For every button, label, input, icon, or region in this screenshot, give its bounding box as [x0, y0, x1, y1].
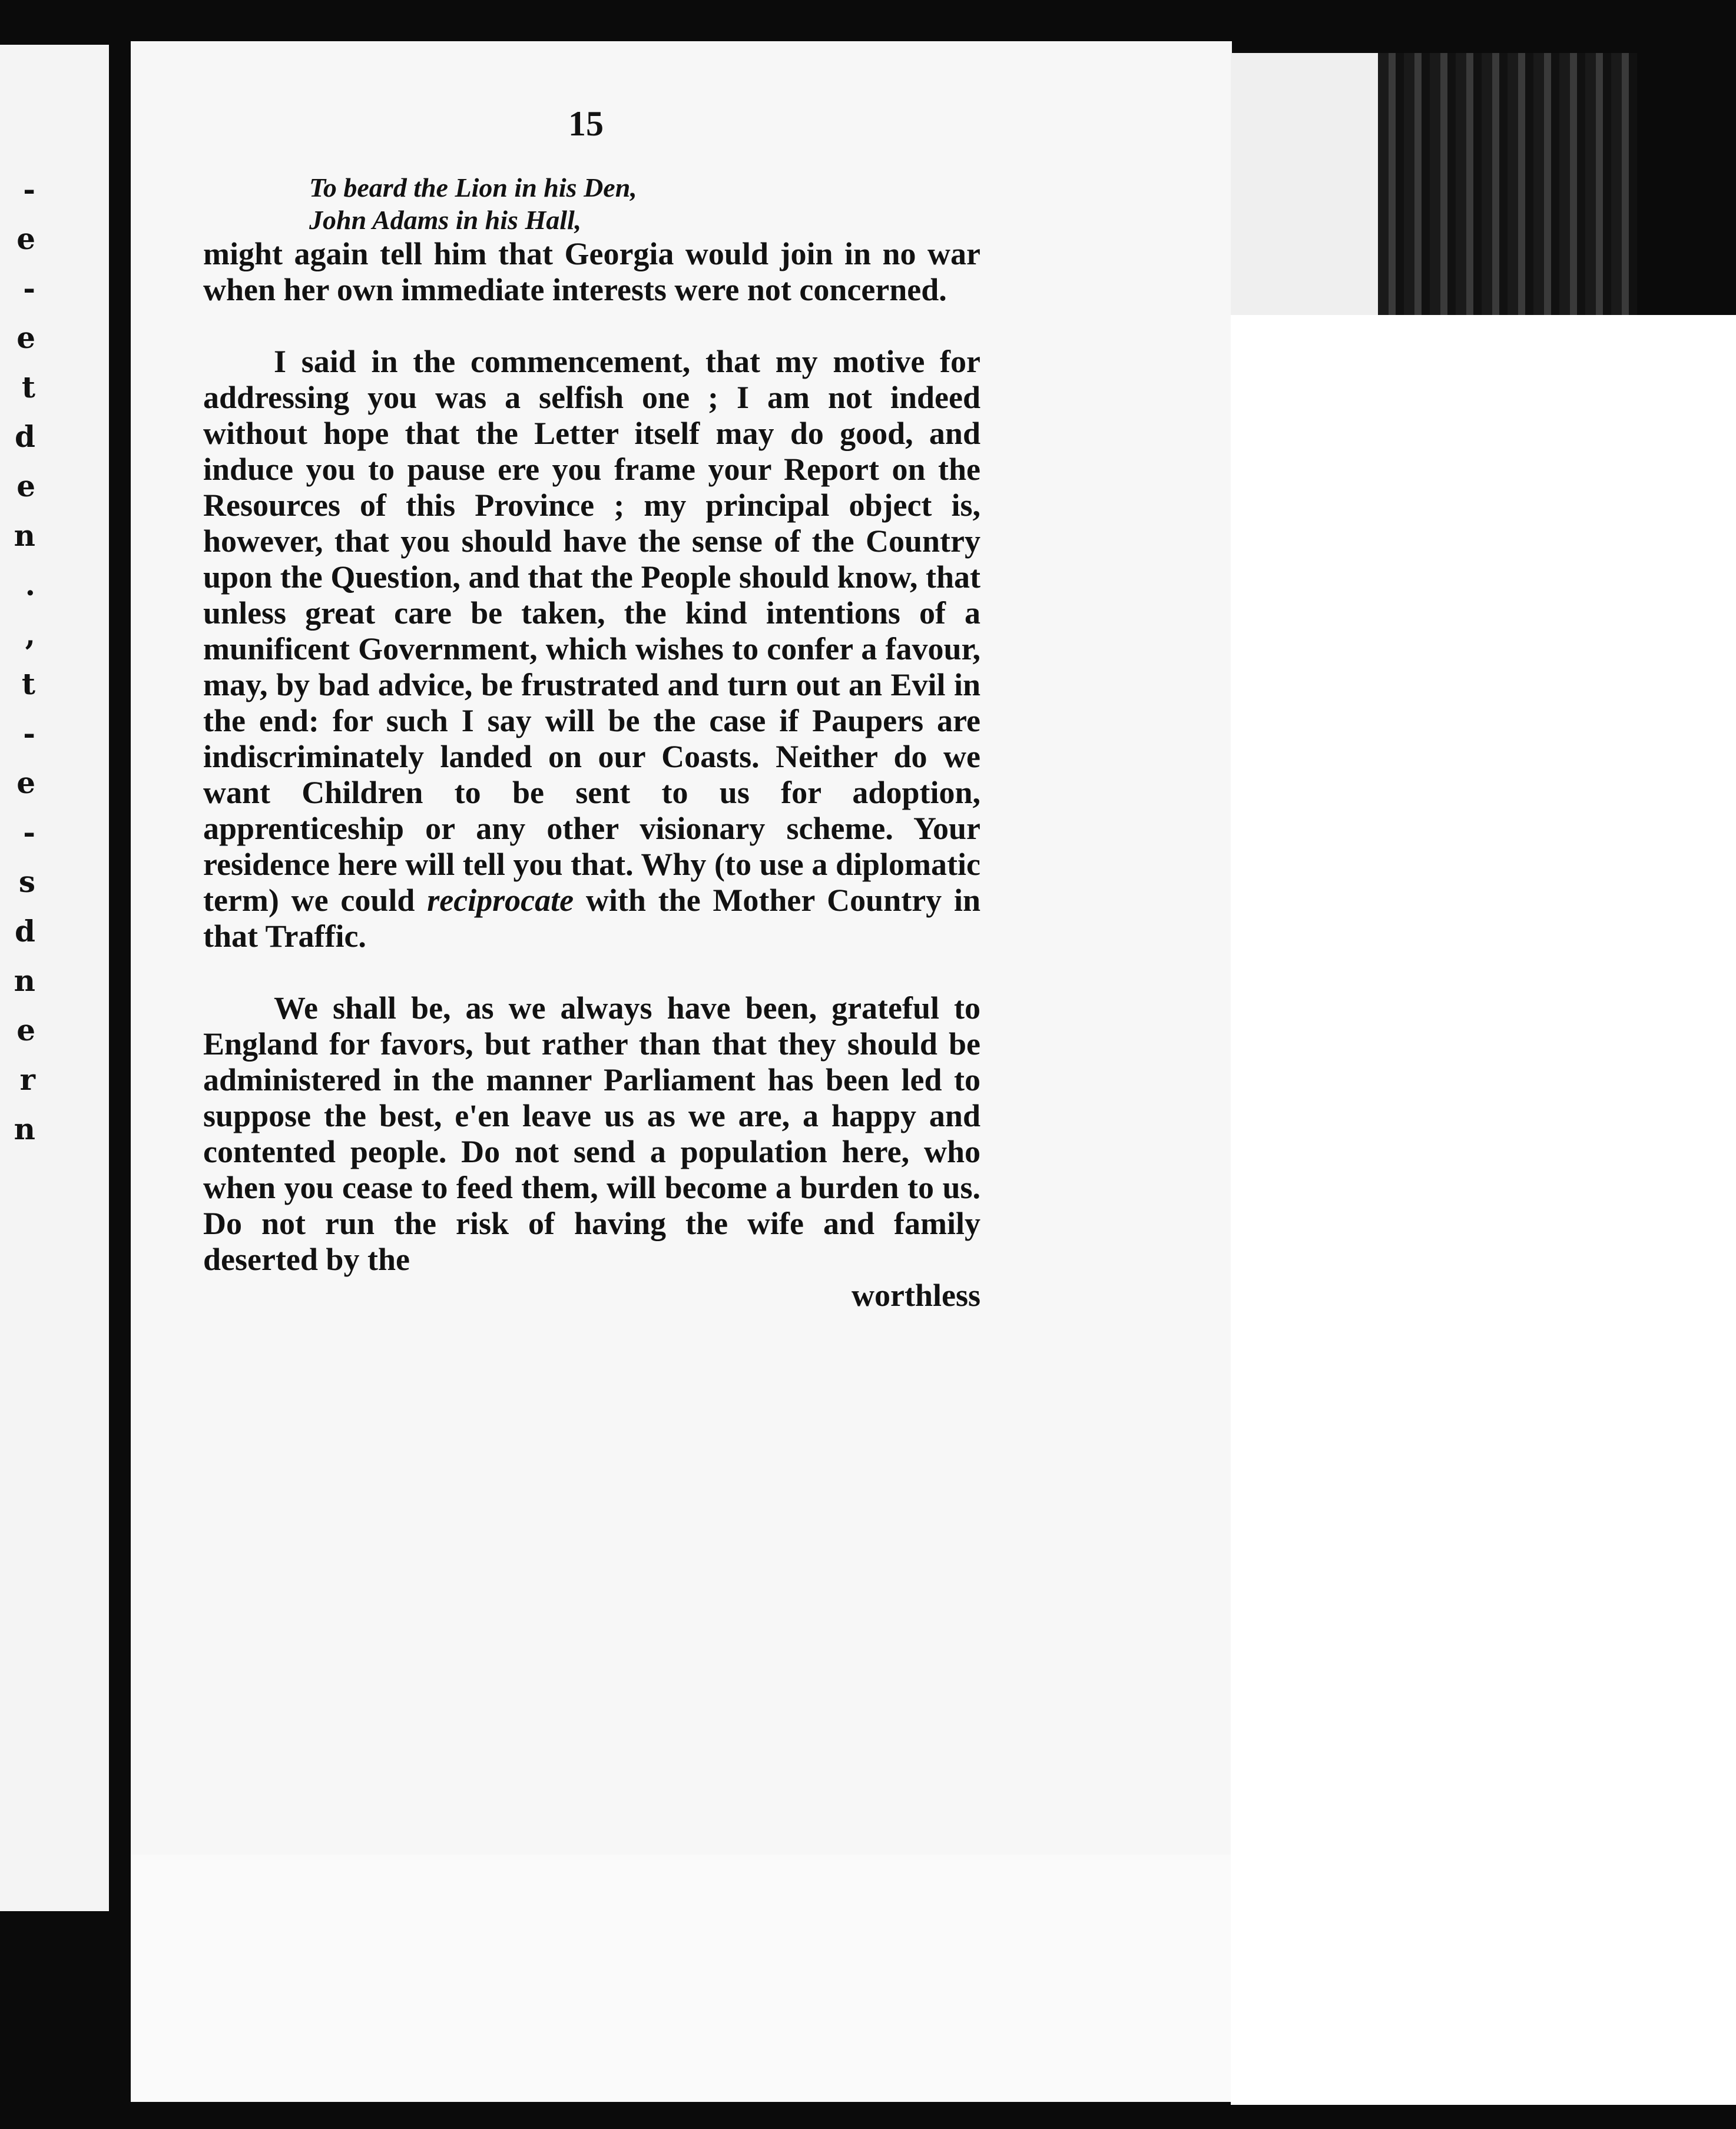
paragraph-2	[203, 344, 980, 954]
paragraph-1: might again tell him that Georgia would join in no war when her own immediate interests were not concerned.	[203, 236, 980, 307]
edge-letter: t	[21, 666, 35, 701]
edge-letter: -	[23, 815, 35, 850]
quote-line-1: To beard the Lion in his Den,	[309, 173, 637, 203]
paragraph-2-text-b: with the Mother Country in that Traffic.	[203, 883, 980, 954]
edge-letter: e	[16, 221, 35, 256]
catchword: worthless	[852, 1278, 980, 1313]
paragraph-3-text: We shall be, as we always have been, grateful to England for favors, but rather than that they should be administered in the manner Parliament has been led to suppose the best, e'en leave us as we are, a happy and contented people. Do not send a population here, who when you cease to feed them, will become a burden to us. Do not run the risk of having the wife and family deserted by the	[203, 990, 980, 1277]
edge-letter: -	[23, 172, 35, 207]
page-edge-strip	[1231, 53, 1378, 315]
quote-line-2: John Adams in his Hall,	[309, 205, 582, 235]
edge-letter: s	[18, 864, 35, 899]
edge-letter: t	[21, 370, 35, 404]
edge-letter: e	[16, 1013, 35, 1047]
edge-letter: n	[14, 963, 35, 998]
edge-letter: n	[14, 1112, 35, 1146]
background-book-spines	[1378, 53, 1637, 330]
edge-letter: -	[23, 271, 35, 306]
edge-letter: r	[19, 1062, 35, 1097]
page-text-block	[203, 106, 980, 1314]
edge-letter: -	[23, 716, 35, 751]
paragraph-2-text-a: I said in the commencement, that my motive for addressing you was a selfish one ; I am not indeed without hope that the Letter itself may do good, and induce you to pause ere you frame your Report on the Resources of this Province ; my principal object is, however, that you should have the sense of the Country upon the Question, and that the People should know, that unless great care be taken, the kind intentions of a munificent Government, which wishes to confer a favour, may, by bad advice, be frustrated and turn out an Evil in the end: for such I say will be the case if Paupers are indiscriminately landed on our Coasts. Neither do we want Children to be sent to us for adoption, apprenticeship or any other visionary scheme. Your residence here will tell you that. Why (to use a diplomatic term) we could	[203, 344, 980, 918]
page-number: 15	[568, 104, 604, 143]
edge-letter: e	[16, 320, 35, 355]
edge-letter: n	[14, 518, 35, 553]
edge-letter: ,	[25, 617, 35, 652]
edge-letter: d	[15, 419, 35, 454]
left-page-edge-letters	[0, 165, 35, 1166]
blank-paper-slip	[1231, 315, 1736, 2105]
page-bottom-fold	[131, 1855, 1232, 2102]
edge-letter: e	[16, 765, 35, 800]
paragraph-2-italic-word: reciprocate	[427, 883, 574, 918]
edge-letter: d	[15, 914, 35, 949]
verse-quote	[203, 171, 980, 236]
paragraph-3	[203, 990, 980, 1278]
edge-letter: e	[16, 469, 35, 503]
edge-letter: .	[25, 568, 35, 602]
